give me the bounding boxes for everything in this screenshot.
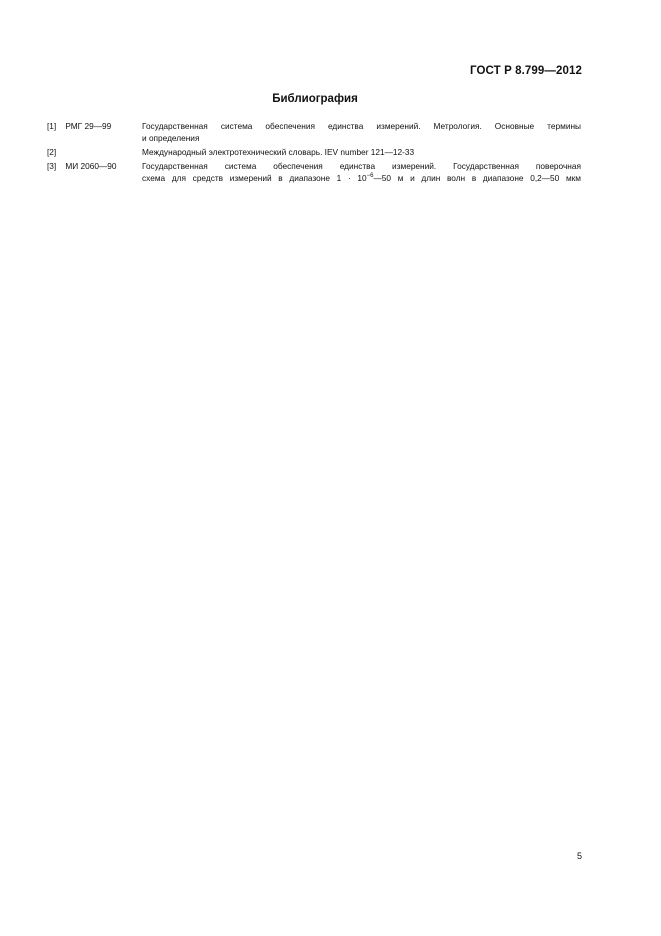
bibliography-list <box>47 120 581 186</box>
reference-text-line: Государственная система обеспечения единства измерений. Государственная поверочная <box>142 161 581 171</box>
reference-label <box>47 146 142 158</box>
reference-text <box>142 160 581 184</box>
reference-label <box>47 120 142 144</box>
reference-text-fragment: —50 м и длин волн в диапазоне 0,2—50 мкм <box>373 173 581 183</box>
section-title: Библиография <box>272 93 358 105</box>
reference-text-fragment: схема для средств измерений в диапазоне 1 · 10 <box>142 173 367 183</box>
bibliography-entry <box>47 146 581 158</box>
reference-text-line: Государственная система обеспечения единства измерений. Метрология. Основные термины <box>142 121 581 131</box>
reference-text <box>142 146 581 158</box>
document-number: ГОСТ Р 8.799—2012 <box>470 65 582 77</box>
reference-label <box>47 160 142 184</box>
reference-code: МИ 2060—90 <box>65 161 117 171</box>
reference-text-line: и определения <box>142 133 200 143</box>
reference-number: [1] <box>47 121 57 131</box>
reference-number: [2] <box>47 147 57 157</box>
bibliography-entry <box>47 120 581 144</box>
reference-text-line: Международный электротехнический словарь. IEV number 121—12-33 <box>142 147 415 157</box>
reference-code: РМГ 29—99 <box>65 121 112 131</box>
reference-text-line <box>142 172 581 184</box>
reference-text <box>142 120 581 144</box>
exponent: −6 <box>366 173 374 179</box>
page-number: 5 <box>576 851 582 861</box>
reference-number: [3] <box>47 161 57 171</box>
bibliography-entry <box>47 160 581 184</box>
